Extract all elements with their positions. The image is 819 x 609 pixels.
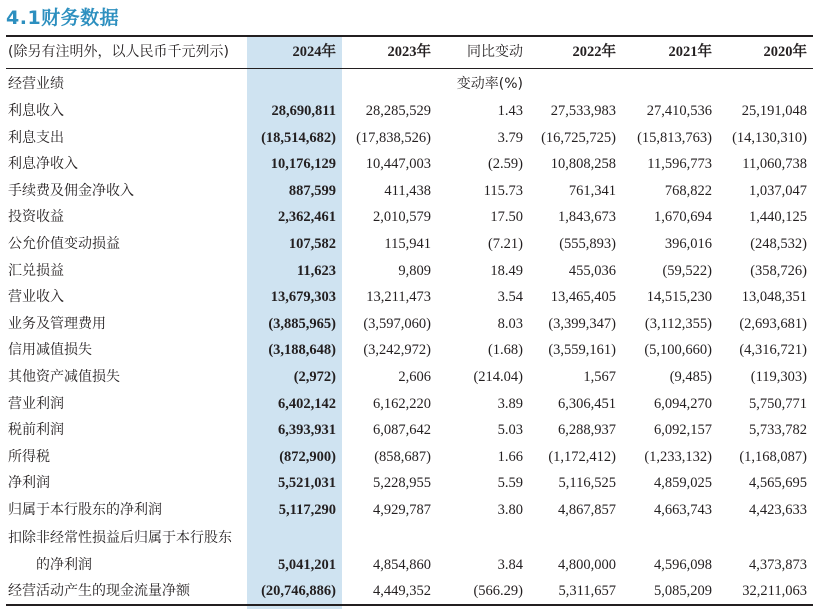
- cell-yoy: (2.59): [487, 156, 523, 173]
- cell-2021: (59,522): [662, 262, 712, 279]
- row-label: [8, 525, 246, 579]
- cell-yoy: 1.43: [497, 103, 523, 119]
- cell-2024: (20,746,886): [261, 583, 336, 599]
- cell-yoy: 1.66: [497, 448, 523, 465]
- cell-2024: (3,885,965): [268, 315, 336, 332]
- row-label: 归属于本行股东的净利润: [8, 502, 162, 518]
- cell-2021: 1,670,694: [654, 209, 712, 226]
- cell-2020: 13,048,351: [741, 289, 807, 306]
- cell-2020: (358,726): [750, 262, 807, 279]
- cell-yoy: 3.79: [497, 129, 523, 146]
- cell-2022: 5,116,525: [558, 475, 616, 492]
- cell-2021: 27,410,536: [646, 103, 712, 119]
- cell-2021: (3,112,355): [644, 315, 712, 332]
- cell-2024: 887,599: [288, 182, 336, 199]
- row-label: 利息支出: [8, 129, 64, 146]
- cell-2022: 4,800,000: [558, 557, 616, 573]
- cell-2024: 28,690,811: [271, 103, 336, 119]
- cell-2023: 5,228,955: [373, 475, 431, 492]
- cell-2023: 2,606: [398, 369, 431, 385]
- cell-2021: 6,094,270: [654, 395, 712, 412]
- cell-2022: (16,725,725): [541, 129, 616, 146]
- table-row: [0, 204, 819, 231]
- cell-2023: 6,162,220: [373, 395, 431, 412]
- cell-2020: 5,750,771: [749, 395, 807, 412]
- cell-2021: 11,596,773: [647, 156, 712, 173]
- cell-2024: 13,679,303: [270, 289, 336, 306]
- cell-2024: (872,900): [279, 448, 336, 465]
- cell-2021: 5,085,209: [654, 583, 712, 599]
- cell-2020: (14,130,310): [732, 129, 807, 146]
- table-row: [0, 337, 819, 364]
- cell-2023: (3,242,972): [363, 342, 431, 359]
- cell-yoy: 3.80: [497, 502, 523, 518]
- cell-2020: 25,191,048: [741, 103, 807, 119]
- cell-yoy: 5.03: [497, 422, 523, 439]
- cell-2023: (17,838,526): [356, 129, 431, 146]
- cell-2023: 9,809: [398, 262, 431, 279]
- cell-yoy: (1.68): [487, 342, 523, 359]
- cell-2022: 455,036: [568, 262, 616, 279]
- cell-2021: (9,485): [669, 369, 712, 385]
- cell-2023: 10,447,003: [365, 156, 431, 173]
- cell-2021: (5,100,660): [644, 342, 712, 359]
- cell-2024: (18,514,682): [261, 129, 336, 146]
- cell-2020: 4,423,633: [749, 502, 807, 518]
- table-row: [0, 470, 819, 497]
- col-header-2023: 2023年: [387, 44, 431, 60]
- cell-2022: (3,559,161): [548, 342, 616, 359]
- cell-2021: 768,822: [664, 182, 712, 199]
- table-header: [0, 37, 819, 64]
- cell-2024: 2,362,461: [278, 209, 336, 226]
- cell-yoy: (214.04): [473, 369, 523, 385]
- section-subheader: [0, 71, 819, 98]
- cell-2022: (555,893): [559, 236, 616, 252]
- cell-2023: (858,687): [374, 448, 431, 465]
- unit-note: (除另有注明外，以人民币千元列示): [8, 44, 229, 60]
- cell-2023: 4,854,860: [373, 557, 431, 573]
- table-row: [0, 178, 819, 205]
- cell-yoy: 18.49: [490, 262, 523, 279]
- row-label: 利息净收入: [8, 156, 78, 173]
- cell-yoy: (566.29): [473, 583, 523, 599]
- cell-2024: 5,117,290: [278, 502, 336, 518]
- cell-2020: (119,303): [750, 369, 807, 385]
- cell-yoy: 3.89: [497, 395, 523, 412]
- cell-yoy: (7.21): [487, 236, 523, 252]
- table-row: [0, 231, 819, 258]
- row-label: 利息收入: [8, 103, 64, 119]
- table-row: [0, 391, 819, 418]
- cell-2024: (2,972): [293, 369, 336, 385]
- table-row: [0, 364, 819, 391]
- table-row: [0, 525, 819, 579]
- cell-2024: 6,393,931: [278, 422, 336, 439]
- yoy-unit-label: 变动率(%): [456, 76, 523, 92]
- row-label-line1: 扣除非经常性损益后归属于本行股东: [8, 530, 232, 546]
- table-row: [0, 125, 819, 152]
- cell-2022: (1,172,412): [548, 448, 616, 465]
- cell-2022: 4,867,857: [558, 502, 616, 518]
- row-label: 信用减值损失: [8, 342, 92, 359]
- table-row: [0, 444, 819, 471]
- row-label: 营业收入: [8, 289, 64, 306]
- cell-2024: 10,176,129: [270, 156, 336, 173]
- row-label: 业务及管理费用: [8, 315, 106, 332]
- cell-2024: 6,402,142: [278, 395, 336, 412]
- cell-2021: (1,233,132): [644, 448, 712, 465]
- table-row: [0, 497, 819, 524]
- col-header-2020: 2020年: [763, 44, 807, 60]
- cell-2021: (15,813,763): [637, 129, 712, 146]
- cell-2020: 4,565,695: [749, 475, 807, 492]
- cell-2020: (4,316,721): [739, 342, 807, 359]
- table-row: [0, 284, 819, 311]
- cell-2021: 4,663,743: [654, 502, 712, 518]
- table-row: [0, 311, 819, 338]
- cell-yoy: 5.59: [497, 475, 523, 492]
- row-label: 手续费及佣金净收入: [8, 182, 134, 199]
- row-label: 营业利润: [8, 395, 64, 412]
- col-header-2022: 2022年: [572, 44, 616, 60]
- cell-2023: 6,087,642: [373, 422, 431, 439]
- row-label: 其他资产减值损失: [8, 369, 120, 385]
- cell-2023: 411,438: [384, 182, 431, 199]
- cell-2024: 107,582: [288, 236, 336, 252]
- col-header-yoy: 同比变动: [467, 44, 523, 60]
- cell-2020: (1,168,087): [739, 448, 807, 465]
- cell-2022: 1,567: [583, 369, 616, 385]
- cell-yoy: 115.73: [483, 182, 523, 199]
- row-label: 公允价值变动损益: [8, 236, 120, 252]
- cell-2020: 1,440,125: [749, 209, 807, 226]
- cell-2021: 6,092,157: [654, 422, 712, 439]
- cell-2023: 13,211,473: [366, 289, 431, 306]
- table-header-rule: [6, 68, 813, 69]
- cell-2022: 6,288,937: [558, 422, 616, 439]
- cell-2023: 2,010,579: [373, 209, 431, 226]
- cell-2023: 4,929,787: [373, 502, 431, 518]
- col-header-2021: 2021年: [668, 44, 712, 60]
- section-label: 经营业绩: [8, 76, 64, 92]
- table-row: [0, 417, 819, 444]
- cell-2022: 27,533,983: [550, 103, 616, 119]
- col-header-2024: 2024年: [292, 44, 336, 60]
- row-label: 投资收益: [8, 209, 64, 226]
- section-title: 4.1财务数据: [6, 7, 120, 29]
- cell-2022: 761,341: [568, 182, 616, 199]
- cell-2024: 5,521,031: [278, 475, 336, 492]
- cell-2023: 28,285,529: [365, 103, 431, 119]
- cell-2023: (3,597,060): [363, 315, 431, 332]
- row-label-line2: 的净利润: [36, 557, 92, 573]
- cell-2022: 6,306,451: [558, 395, 616, 412]
- cell-2020: (2,693,681): [739, 315, 807, 332]
- cell-2023: 4,449,352: [373, 583, 431, 599]
- cell-2022: 10,808,258: [550, 156, 616, 173]
- cell-2023: 115,941: [384, 236, 431, 252]
- cell-2020: 5,733,782: [749, 422, 807, 439]
- cell-yoy: 17.50: [490, 209, 523, 226]
- cell-2020: 4,373,873: [749, 557, 807, 573]
- row-label: 所得税: [8, 448, 50, 465]
- table-row: [0, 151, 819, 178]
- row-label: 税前利润: [8, 422, 64, 439]
- cell-2020: 1,037,047: [749, 182, 807, 199]
- cell-2021: 14,515,230: [646, 289, 712, 306]
- table-row: [0, 258, 819, 285]
- cell-2022: 5,311,657: [558, 583, 616, 599]
- cell-2020: 11,060,738: [742, 156, 807, 173]
- cell-2024: 5,041,201: [278, 557, 336, 573]
- cell-2022: 1,843,673: [558, 209, 616, 226]
- cell-2024: (3,188,648): [268, 342, 336, 359]
- cell-2022: 13,465,405: [550, 289, 616, 306]
- table-row: [0, 578, 819, 605]
- cell-yoy: 3.84: [497, 557, 523, 573]
- row-label: 净利润: [8, 475, 50, 492]
- cell-2021: 396,016: [664, 236, 712, 252]
- table-row: [0, 98, 819, 125]
- cell-yoy: 8.03: [497, 315, 523, 332]
- cell-2021: 4,859,025: [654, 475, 712, 492]
- cell-2022: (3,399,347): [548, 315, 616, 332]
- cell-2024: 11,623: [296, 262, 336, 279]
- cell-2020: 32,211,063: [742, 583, 807, 599]
- cell-yoy: 3.54: [497, 289, 523, 306]
- cell-2020: (248,532): [750, 236, 807, 252]
- cell-2021: 4,596,098: [654, 557, 712, 573]
- row-label: 经营活动产生的现金流量净额: [8, 583, 190, 599]
- row-label: 汇兑损益: [8, 262, 64, 279]
